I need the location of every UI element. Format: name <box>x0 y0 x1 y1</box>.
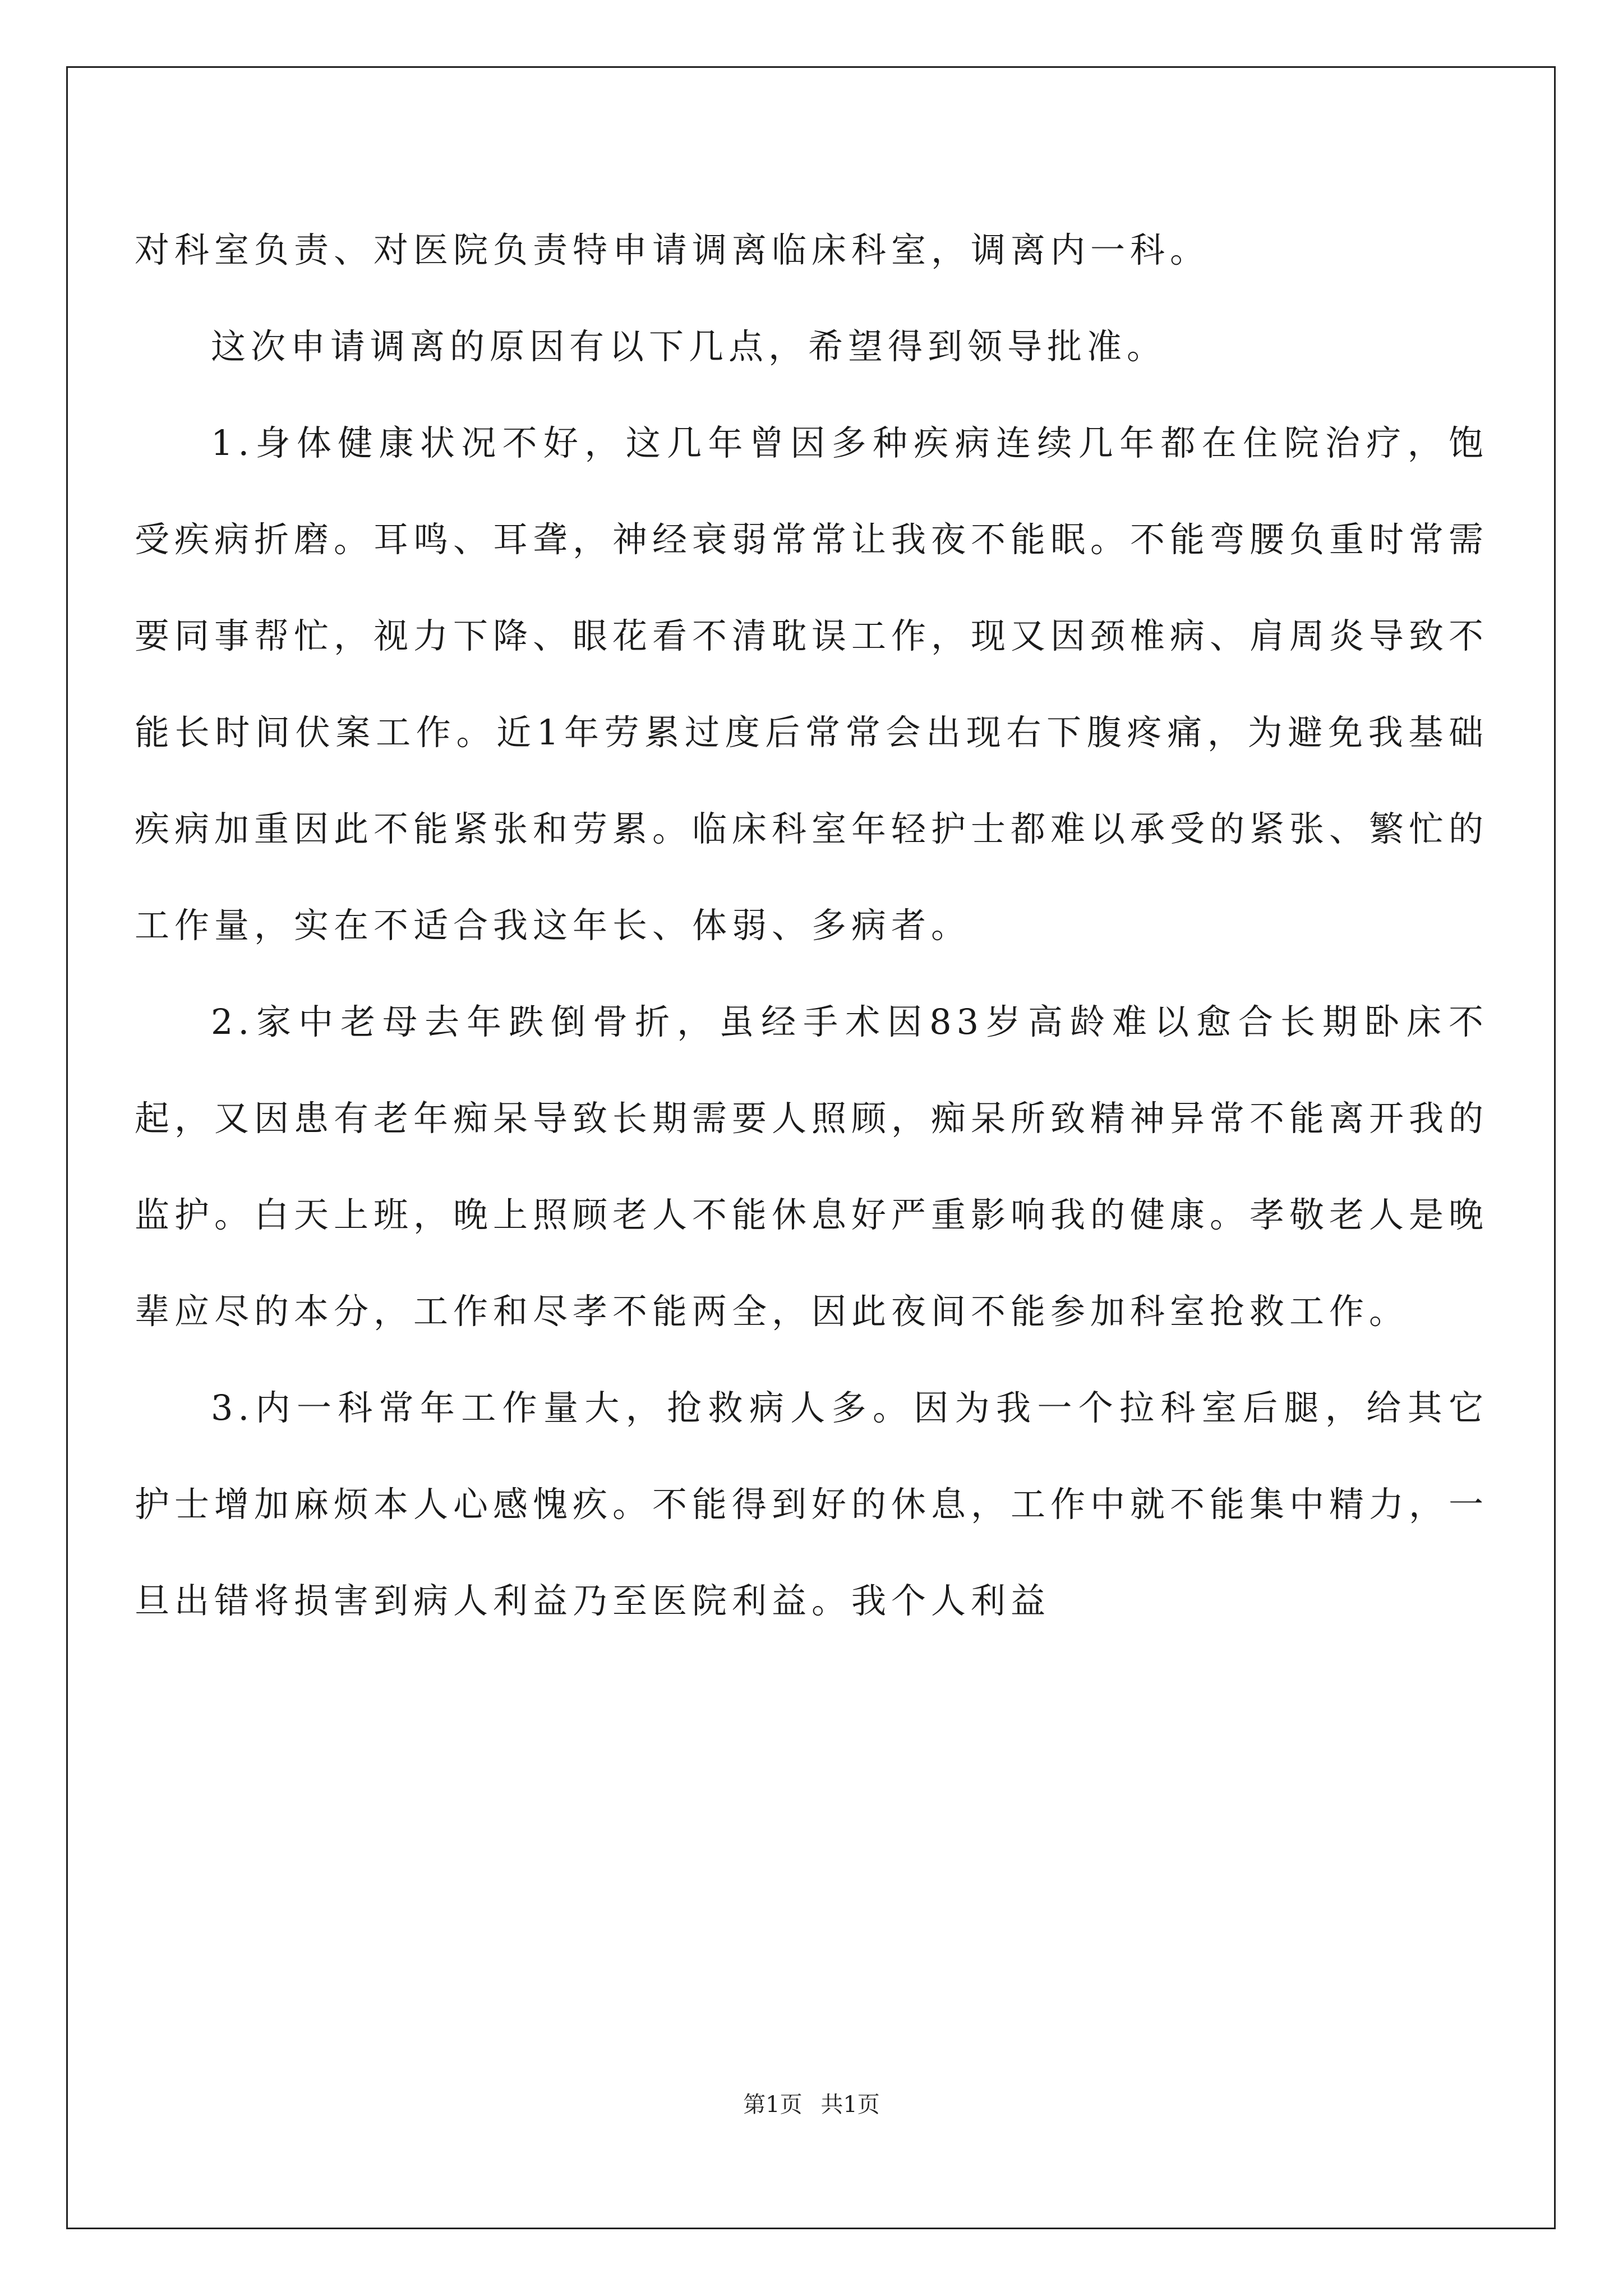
paragraph-2: 这次申请调离的原因有以下几点，希望得到领导批准。 <box>211 326 1167 367</box>
page-number-current: 第1页 <box>743 2092 803 2118</box>
page-number-total: 共1页 <box>820 2092 880 2118</box>
paragraph-4: 2.家中老母去年跌倒骨折，虽经手术因83岁高龄难以愈合长期卧床不起，又因患有老年痴呆导致长期需要人照顾，痴呆所致精神异常不能离开我的监护。白天上班，晚上照顾老人不能休息好严重影响我的健康。孝敬老人是晚辈应尽的本分，工作和尽孝不能两全，因此夜间不能参加科室抢救工作。 <box>135 1001 1489 1332</box>
page-footer <box>0 2088 1623 2122</box>
paragraph-1: 对科室负责、对医院负责特申请调离临床科室，调离内一科。 <box>135 229 1210 270</box>
paragraph-5: 3.内一科常年工作量大，抢救病人多。因为我一个拉科室后腿，给其它护士增加麻烦本人心感愧疚。不能得到好的休息，工作中就不能集中精力，一旦出错将损害到病人利益乃至医院利益。我个人利益 <box>135 1387 1489 1621</box>
document-body <box>135 202 1488 1649</box>
paragraph-3: 1.身体健康状况不好，这几年曾因多种疾病连续几年都在住院治疗，饱受疾病折磨。耳鸣、耳聋，神经衰弱常常让我夜不能眠。不能弯腰负重时常需要同事帮忙，视力下降、眼花看不清耽误工作，现又因颈椎病、肩周炎导致不能长时间伏案工作。近1年劳累过度后常常会出现右下腹疼痛，为避免我基础疾病加重因此不能紧张和劳累。临床科室年轻护士都难以承受的紧张、繁忙的工作量，实在不适合我这年长、体弱、多病者。 <box>135 422 1489 946</box>
